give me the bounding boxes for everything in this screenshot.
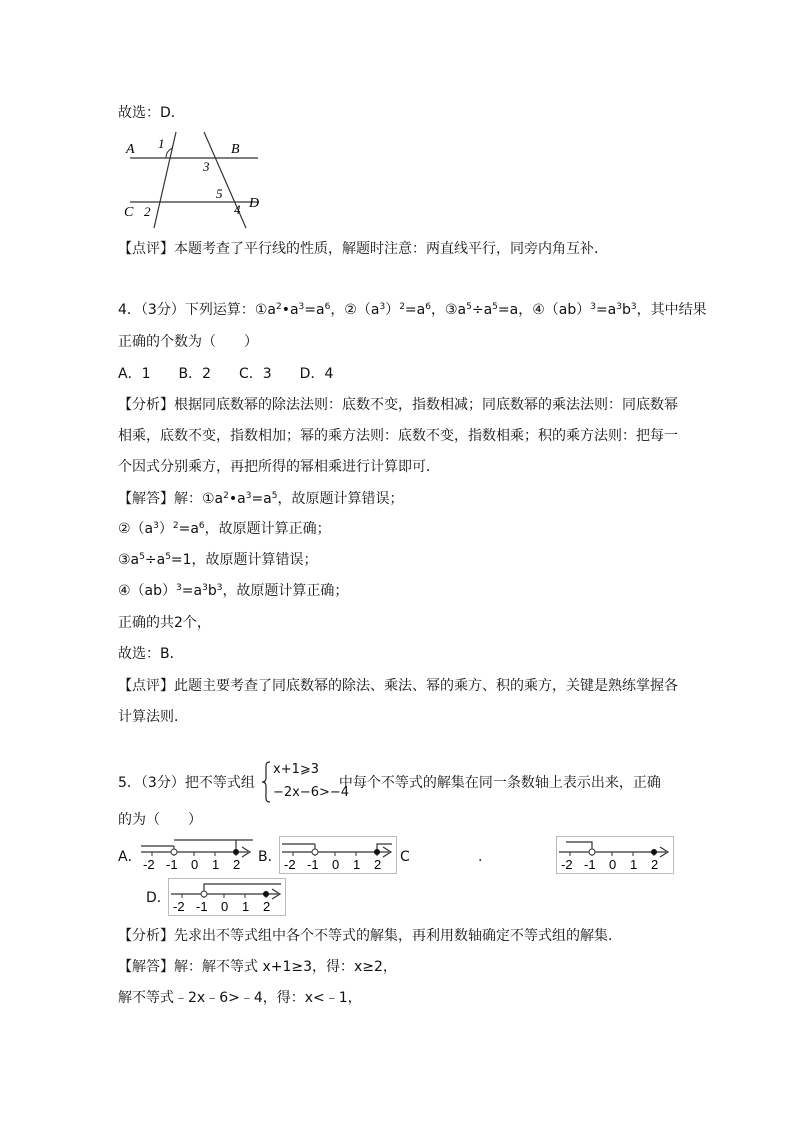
option-a-label: A． — [118, 849, 142, 865]
svg-text:1: 1 — [353, 857, 361, 872]
svg-text:2: 2 — [651, 857, 659, 872]
svg-text:1: 1 — [630, 857, 638, 872]
q4-analysis-2: 相乘，底数不变，指数相加；幂的乘方法则：底数不变，指数相乘；积的乘方法则：把每一 — [118, 428, 678, 444]
q4-comment-1: 【点评】此题主要考查了同底数幂的除法、乘法、幂的乘方、积的乘方，关键是熟练掌握各 — [118, 678, 678, 694]
brace — [261, 760, 271, 804]
q4-answer-3: $③a^5\div a^5=1$，故原题计算错误； — [118, 552, 318, 568]
angle-4: 4 — [234, 202, 241, 217]
q3-comment: 【点评】本题考查了平行线的性质，解题时注意：两直线平行，同旁内角互补． — [118, 241, 608, 257]
number-line-b — [279, 836, 397, 874]
q4-answer-4: $④(ab)^3=a^3b^3$，故原题计算正确； — [118, 583, 349, 599]
option-c-dot: . — [478, 849, 483, 865]
option-c-label: C — [400, 849, 410, 865]
q5-analysis: 【分析】先求出不等式组中各个不等式的解集，再利用数轴确定不等式组的解集． — [118, 928, 622, 944]
svg-text:0: 0 — [609, 857, 617, 872]
svg-text:-1: -1 — [307, 857, 319, 872]
svg-text:-1: -1 — [196, 899, 208, 914]
number-line-c — [556, 836, 674, 874]
svg-text:2: 2 — [263, 899, 271, 914]
svg-text:2: 2 — [374, 857, 382, 872]
svg-text:-2: -2 — [173, 899, 185, 914]
q5-stem-line2: 的为（ ） — [118, 812, 202, 828]
choice-text: 故选：D． — [118, 105, 185, 121]
q4-answer-1: 【解答】解：$①a^2•a^3=a^5$，故原题计算错误； — [118, 491, 404, 507]
angle-2: 2 — [144, 204, 151, 219]
number-line-a — [138, 836, 256, 874]
svg-text:0: 0 — [332, 857, 340, 872]
number-line-d — [168, 878, 286, 916]
svg-text:1: 1 — [212, 857, 220, 872]
inequality-1: x+1⩾3 — [273, 762, 320, 777]
svg-text:-2: -2 — [284, 857, 296, 872]
q5-answer-1: 【解答】解：解不等式 x+1≥3，得：x≥2， — [118, 959, 397, 975]
q4-analysis-1: 【分析】根据同底数幂的除法法则：底数不变，指数相减；同底数幂的乘法法则：同底数幂 — [118, 397, 678, 413]
option-d-label: D． — [146, 890, 171, 906]
q4-analysis-3: 个因式分别乘方，再把所得的幂相乘进行计算即可． — [118, 459, 440, 475]
parallel-lines-figure — [118, 128, 262, 230]
q5-answer-2: 解不等式﹣2x﹣6>﹣4，得：x<﹣1， — [118, 990, 362, 1006]
q4-options: A．1 B．2 C．3 D．4 — [118, 366, 334, 382]
q4-choose: 故选：B． — [118, 646, 184, 662]
q4-answer-2: $②(a^3)^2=a^6$，故原题计算正确； — [118, 521, 331, 537]
label-c: C — [124, 205, 134, 220]
svg-text:2: 2 — [233, 857, 241, 872]
option-b-label: B． — [258, 849, 282, 865]
label-d: D — [249, 196, 260, 211]
inequality-2: −2x−6>−4 — [273, 785, 350, 800]
svg-text:0: 0 — [221, 899, 229, 914]
q4-stem-line1: 4．（3分）下列运算：$①a^2•a^3=a^6$，$②(a^3)^2=a^6$，$③a^5\div a^5=a$，$④(ab)^3=a^3b^3$，其中结果 — [118, 302, 707, 318]
svg-text:-1: -1 — [584, 857, 596, 872]
angle-5: 5 — [216, 186, 223, 201]
svg-text:-2: -2 — [561, 857, 573, 872]
q4-comment-2: 计算法则． — [118, 709, 188, 725]
q4-count: 正确的共2个， — [118, 615, 211, 631]
svg-text:-2: -2 — [143, 857, 155, 872]
q5-stem-line1: 5．（3分）把不等式组 中每个不等式的解集在同一条数轴上表示出来，正确 — [118, 775, 661, 791]
svg-text:-1: -1 — [166, 857, 178, 872]
label-b: B — [231, 142, 240, 157]
svg-text:1: 1 — [242, 899, 250, 914]
q4-stem-line2: 正确的个数为（ ） — [118, 334, 258, 350]
svg-text:0: 0 — [191, 857, 199, 872]
label-a: A — [126, 142, 135, 157]
angle-1: 1 — [158, 136, 165, 151]
angle-3: 3 — [203, 159, 210, 174]
